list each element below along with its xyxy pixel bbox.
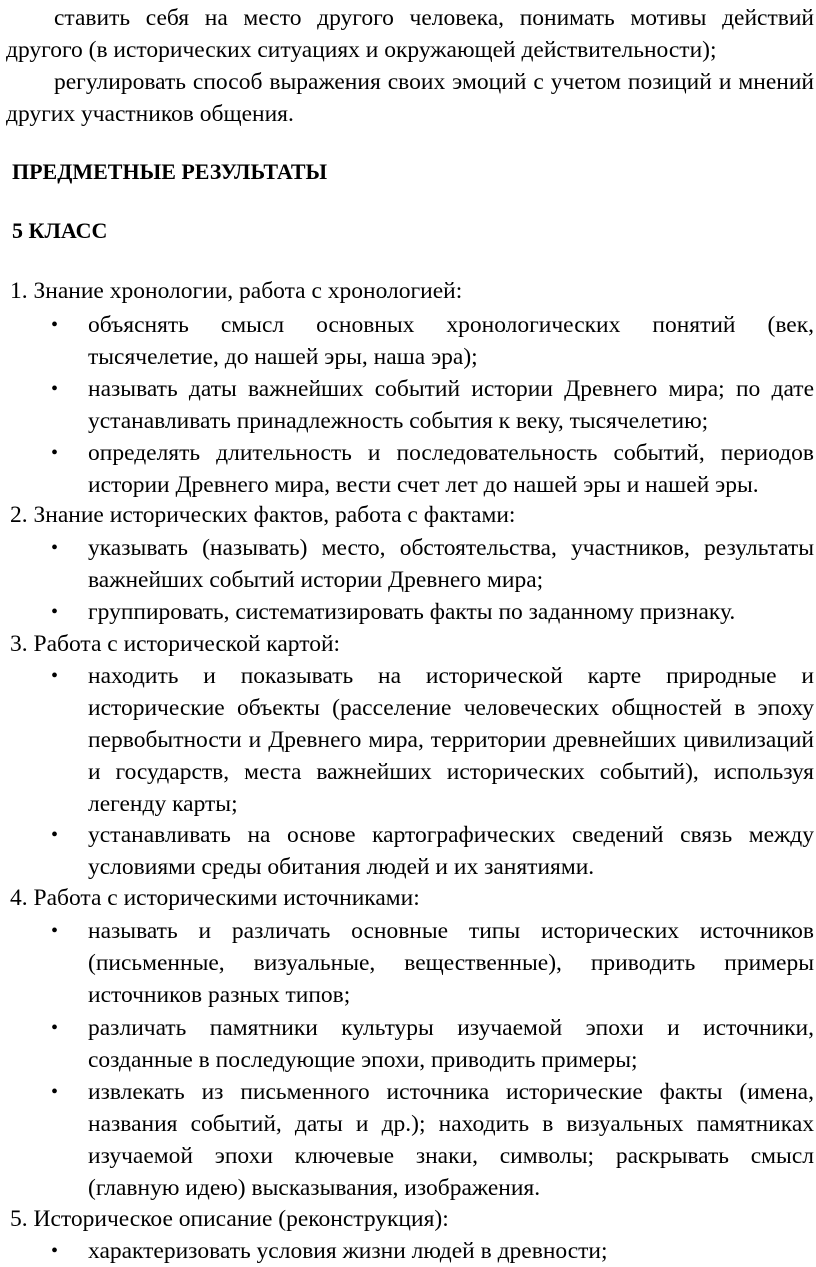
bullet-icon: • bbox=[51, 537, 59, 559]
subject-results-heading: ПРЕДМЕТНЫЕ РЕЗУЛЬТАТЫ bbox=[12, 159, 328, 184]
list-item bbox=[51, 532, 814, 596]
section-title-text: Историческое описание (реконструкция): bbox=[33, 1206, 449, 1232]
bullet-icon: • bbox=[51, 1017, 59, 1039]
section-3-title bbox=[10, 628, 810, 660]
section-number: 5. bbox=[10, 1206, 28, 1232]
section-5-title bbox=[10, 1203, 810, 1235]
list-item bbox=[51, 596, 814, 628]
list-item-text: определять длительность и последовательность событий, периодов истории Древнего мира, вести счет лет до нашей эры и нашей эры. bbox=[88, 440, 814, 498]
section-number: 2. bbox=[10, 502, 28, 528]
list-item-text: объяснять смысл основных хронологических понятий (век, тысячелетие, до нашей эры, наша эра); bbox=[88, 312, 814, 370]
list-item-text: находить и показывать на исторической карте природные и исторические объекты (расселение человеческих общностей в эпоху первобытности и Древнего мира, территории древнейших цивилизаций и государств, места важнейших исторических событий), используя легенду карты; bbox=[88, 663, 814, 817]
section-number: 1. bbox=[10, 278, 28, 304]
list-item bbox=[51, 1235, 814, 1267]
section-title-text: Работа с историческими источниками: bbox=[33, 885, 420, 911]
bullet-icon: • bbox=[51, 1081, 59, 1103]
section-4-title bbox=[10, 882, 810, 914]
bullet-icon: • bbox=[51, 378, 59, 400]
list-item bbox=[51, 437, 814, 501]
list-item-text: характеризовать условия жизни людей в древности; bbox=[88, 1238, 608, 1264]
section-1-title bbox=[10, 275, 810, 307]
section-title-text: Знание исторических фактов, работа с фактами: bbox=[33, 502, 516, 528]
section-title-text: Работа с исторической картой: bbox=[33, 631, 341, 657]
section-number: 3. bbox=[10, 631, 28, 657]
bullet-icon: • bbox=[51, 314, 59, 336]
grade-heading: 5 КЛАСС bbox=[12, 218, 108, 243]
bullet-icon: • bbox=[51, 1240, 59, 1262]
list-item bbox=[51, 309, 814, 373]
bullet-icon: • bbox=[51, 920, 59, 942]
bullet-icon: • bbox=[51, 824, 59, 846]
list-item bbox=[51, 1012, 814, 1076]
list-item bbox=[51, 373, 814, 437]
list-item bbox=[51, 819, 814, 883]
intro-paragraph-1: ставить себя на место другого человека, понимать мотивы действий другого (в исторических ситуациях и окружающей действительности); bbox=[6, 5, 814, 63]
list-item-text: называть даты важнейших событий истории Древнего мира; по дате устанавливать принадлежность события к веку, тысячелетию; bbox=[88, 376, 814, 434]
bullet-icon: • bbox=[51, 601, 59, 623]
list-item-text: устанавливать на основе картографических сведений связь между условиями среды обитания людей и их занятиями. bbox=[88, 822, 814, 880]
bullet-icon: • bbox=[51, 665, 59, 687]
section-number: 4. bbox=[10, 885, 28, 911]
intro-paragraph-2: регулировать способ выражения своих эмоций с учетом позиций и мнений других участников общения. bbox=[6, 69, 814, 127]
list-item-text: указывать (называть) место, обстоятельства, участников, результаты важнейших событий истории Древнего мира; bbox=[88, 535, 814, 593]
list-item-text: извлекать из письменного источника исторические факты (имена, названия событий, даты и др.); находить в визуальных памятниках изучаемой эпохи ключевые знаки, символы; раскрывать смысл (главную идею) высказывания, изображения. bbox=[88, 1079, 814, 1201]
bullet-icon: • bbox=[51, 442, 59, 464]
list-item-text: группировать, систематизировать факты по заданному признаку. bbox=[88, 599, 736, 625]
section-title-text: Знание хронологии, работа с хронологией: bbox=[33, 278, 463, 304]
list-item bbox=[51, 915, 814, 1011]
section-2-title bbox=[10, 499, 810, 531]
list-item-text: различать памятники культуры изучаемой эпохи и источники, созданные в последующие эпохи, приводить примеры; bbox=[88, 1015, 814, 1073]
list-item bbox=[51, 1076, 814, 1204]
list-item-text: называть и различать основные типы исторических источников (письменные, визуальные, вещественные), приводить примеры источников разных типов; bbox=[88, 918, 814, 1008]
list-item bbox=[51, 660, 814, 820]
